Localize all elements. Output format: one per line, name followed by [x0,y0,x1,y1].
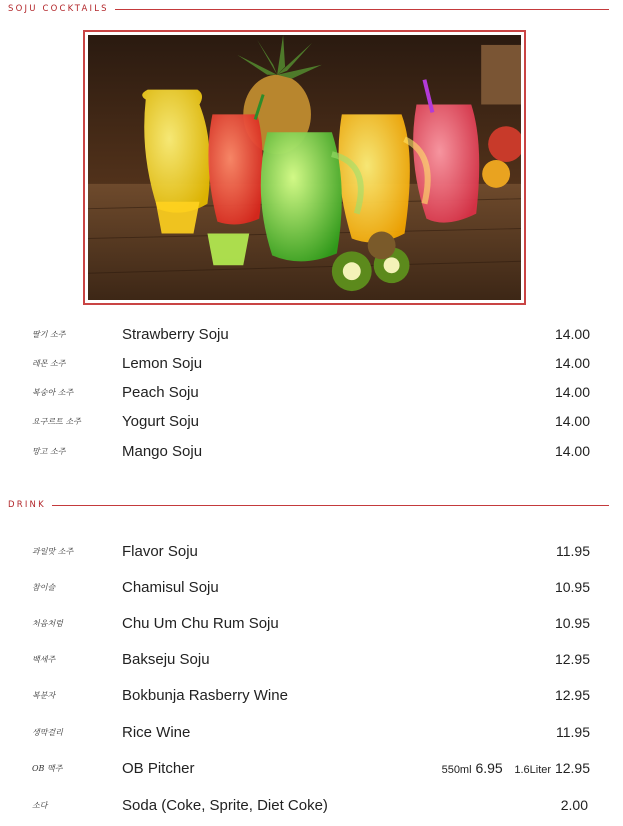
menu-row-lemon-soju [0,353,623,375]
menu-item-korean-name: OB 맥주 [32,764,63,773]
menu-row-strawberry-soju [0,324,623,346]
menu-item-price: 10.95 [554,579,590,595]
section-title-drink: DRINK [8,500,46,510]
menu-item-price: 11.95 [556,724,590,740]
menu-item-name: Mango Soju [122,443,203,460]
price-size-large: 1.6Liter [514,764,552,776]
menu-item-price: 11.95 [556,543,590,559]
price-large: 12.95 [554,760,590,776]
menu-item-korean-name: 백세주 [32,655,56,664]
menu-row-bokbunja-wine [0,685,623,707]
menu-item-price-options [442,760,590,776]
menu-item-price: 14.00 [554,326,590,342]
menu-item-name: Bakseju Soju [122,651,210,668]
menu-row-yogurt-soju [0,411,623,433]
menu-row-ob-pitcher [0,758,623,780]
menu-item-korean-name: 생막걸리 [32,728,63,737]
section-header-soju-cocktails [8,3,609,15]
menu-row-flavor-soju [0,541,623,563]
menu-item-korean-name: 과일맛 소주 [32,547,74,556]
menu-item-korean-name: 처음처럼 [32,619,63,628]
menu-item-korean-name: 참이슬 [32,583,56,592]
menu-row-chu-um-chu-rum-soju [0,613,623,635]
menu-item-price: 12.95 [554,651,590,667]
menu-item-price: 14.00 [554,384,590,400]
menu-row-mango-soju [0,441,623,463]
menu-item-name: Chu Um Chu Rum Soju [122,615,279,632]
section-title-soju-cocktails: SOJU COCKTAILS [8,4,109,14]
menu-item-name: Yogurt Soju [122,413,200,430]
soju-cocktails-photo [83,30,526,305]
menu-item-name: Chamisul Soju [122,579,219,596]
menu-item-name: Rice Wine [122,724,191,741]
menu-item-name: Bokbunja Rasberry Wine [122,687,288,704]
soju-cocktails-illustration [88,35,521,300]
menu-item-price: 14.00 [554,443,590,459]
menu-item-name: Lemon Soju [122,355,203,372]
menu-row-bakseju-soju [0,649,623,671]
menu-item-korean-name: 딸기 소주 [32,330,66,339]
menu-item-korean-name: 망고 소주 [32,447,66,456]
menu-item-name: Soda (Coke, Sprite, Diet Coke) [122,797,328,814]
menu-item-korean-name: 복분자 [32,691,56,700]
menu-item-korean-name: 복숭아 소주 [32,388,74,397]
menu-row-chamisul-soju [0,577,623,599]
menu-item-korean-name: 소다 [32,801,48,810]
menu-row-peach-soju [0,382,623,404]
section-header-drink [8,499,609,511]
price-size-small: 550ml [441,764,472,776]
menu-item-name: Flavor Soju [122,543,198,560]
menu-item-korean-name: 레몬 소주 [32,359,66,368]
menu-item-price: 2.00 [560,797,588,813]
menu-item-name: OB Pitcher [122,760,195,777]
menu-row-soda [0,795,623,817]
menu-item-korean-name: 요구르트 소주 [32,417,81,426]
section-divider [52,505,609,506]
menu-item-price: 10.95 [554,615,590,631]
menu-item-price: 14.00 [554,355,590,371]
price-small: 6.95 [475,760,503,776]
menu-item-price: 14.00 [554,413,590,429]
menu-item-name: Peach Soju [122,384,199,401]
section-divider [115,9,609,10]
menu-item-price: 12.95 [554,687,590,703]
menu-row-rice-wine [0,722,623,744]
menu-item-name: Strawberry Soju [122,326,229,343]
